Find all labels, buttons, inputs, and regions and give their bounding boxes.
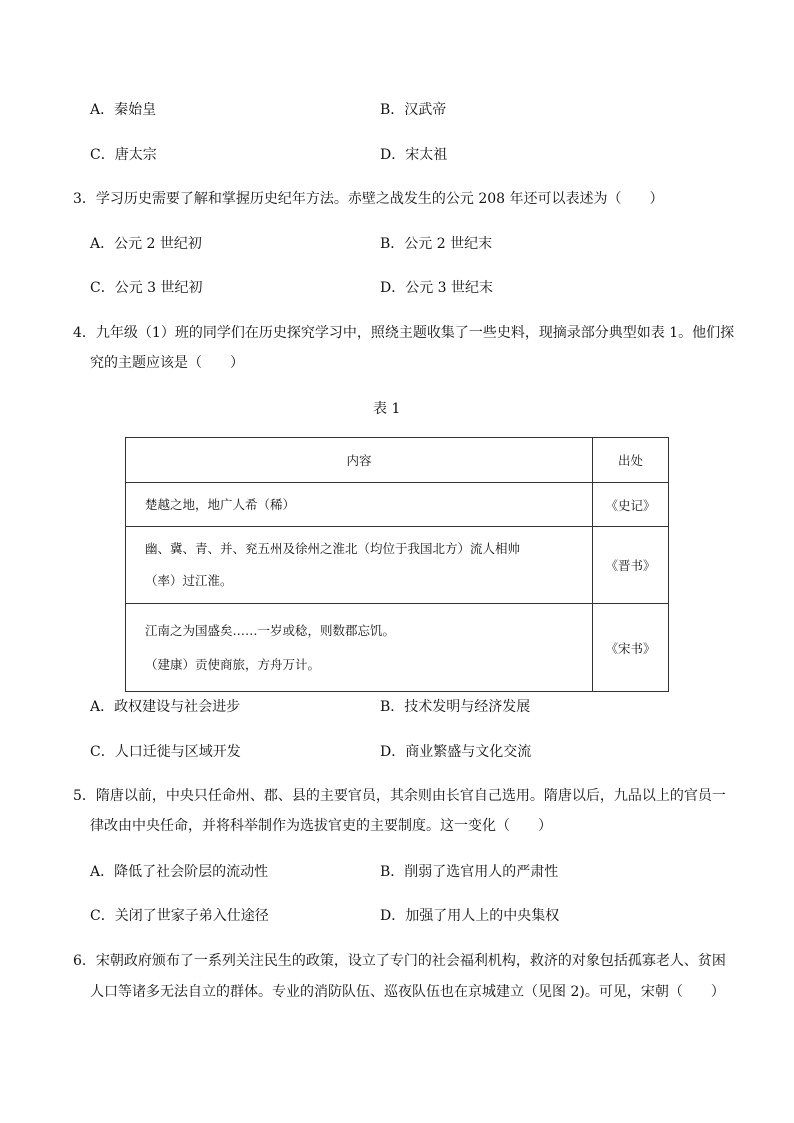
q6-stem-line1: 6．宋朝政府颁布了一系列关注民生的政策，设立了专门的社会福利机构，救济的对象包括孤寡老人、贫困	[73, 953, 726, 969]
row2-line2: （率）过江淮。	[145, 573, 233, 588]
q4-option-c: C．人口迁徙与区域开发	[90, 744, 241, 760]
table-cell-source: 《宋书》	[593, 604, 669, 692]
q4-stem-line2: 究的主题应该是（ ）	[90, 355, 244, 371]
q5-option-a: A．降低了社会阶层的流动性	[90, 864, 269, 880]
table-header-row	[126, 438, 669, 483]
table-cell-source: 《史记》	[593, 483, 669, 527]
q2-option-a: A．秦始皇	[90, 102, 157, 118]
table-caption: 表 1	[373, 401, 401, 417]
table-row	[126, 527, 669, 604]
q5-stem-line1: 5．隋唐以前，中央只任命州、郡、县的主要官员，其余则由长官自己选用。隋唐以后，九品以上的官员一	[73, 788, 726, 804]
q4-option-b: B．技术发明与经济发展	[380, 699, 531, 715]
q3-option-a: A．公元 2 世纪初	[90, 236, 202, 252]
q3-option-b: B．公元 2 世纪末	[380, 236, 493, 252]
q4-option-a: A．政权建设与社会进步	[90, 699, 241, 715]
header-content: 内容	[126, 438, 593, 483]
row1-line1: 楚越之地，地广人希（稀）	[145, 496, 296, 512]
table-cell-content	[126, 527, 593, 604]
q6-stem-line2: 人口等诸多无法自立的群体。专业的消防队伍、巡夜队伍也在京城建立（见图 2)。可见，宋朝（ ）	[90, 984, 725, 1000]
q4-stem-line1: 4．九年级（1）班的同学们在历史探究学习中，照绕主题收集了一些史料，现摘录部分典型如表 1。他们探	[73, 325, 735, 341]
table-row	[126, 604, 669, 692]
q4-option-d: D．商业繁盛与文化交流	[380, 744, 532, 760]
source-table	[125, 437, 669, 692]
table-cell-source: 《晋书》	[593, 527, 669, 604]
q2-option-d: D．宋太祖	[380, 147, 448, 163]
q3-option-c: C．公元 3 世纪初	[90, 280, 203, 296]
table-cell-content	[126, 483, 593, 527]
q2-option-c: C．唐太宗	[90, 147, 157, 163]
q3-option-d: D．公元 3 世纪末	[380, 280, 494, 296]
table-cell-content	[126, 604, 593, 692]
row3-line1: 江南之为国盛矣……一岁或稔，则数郡忘饥。	[145, 622, 396, 638]
header-source: 出处	[593, 438, 669, 483]
q3-stem: 3．学习历史需要了解和掌握历史纪年方法。赤壁之战发生的公元 208 年还可以表述为（ ）	[73, 191, 664, 207]
q5-option-b: B．削弱了选官用人的严肃性	[380, 864, 559, 880]
row2-line1: 幽、冀、青、并、兖五州及徐州之淮北（均位于我国北方）流人相帅	[145, 541, 521, 556]
q5-stem-line2: 律改由中央任命，并将科举制作为选拔官吏的主要制度。这一变化（ ）	[90, 818, 552, 834]
table-row	[126, 483, 669, 527]
row3-line2: （建康）贡使商旅，方舟万计。	[145, 656, 321, 672]
q2-option-b: B．汉武帝	[380, 102, 447, 118]
q5-option-d: D．加强了用人上的中央集权	[380, 908, 560, 924]
q5-option-c: C．关闭了世家子弟入仕途径	[90, 908, 269, 924]
